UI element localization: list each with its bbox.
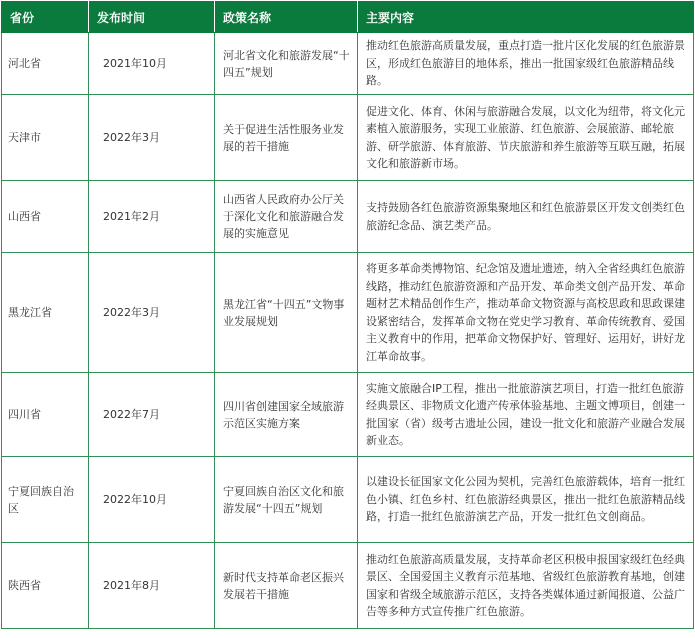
table-row — [2, 373, 694, 457]
cell-content: 支持鼓励各红色旅游资源集聚地区和红色旅游景区开发文创类红色旅游纪念品、演艺类产品。 — [358, 181, 694, 253]
header-province: 省份 — [2, 2, 89, 33]
cell-province: 宁夏回族自治区 — [2, 457, 89, 543]
cell-content: 推动红色旅游高质量发展，重点打造一批片区化发展的红色旅游景区，形成红色旅游目的地体系，推出一批国家级红色旅游精品线路。 — [358, 33, 694, 95]
cell-date: 2022年7月 — [89, 373, 215, 457]
policy-table — [1, 1, 694, 629]
header-policy: 政策名称 — [215, 2, 358, 33]
table-row — [2, 457, 694, 543]
cell-content: 以建设长征国家文化公园为契机，完善红色旅游载体，培育一批红色小镇、红色乡村、红色旅游经典景区，推出一批红色旅游精品线路，打造一批红色旅游演艺产品，开发一批红色文创商品。 — [358, 457, 694, 543]
cell-content: 促进文化、体育、休闲与旅游融合发展，以文化为纽带，将文化元素植入旅游服务，实现工业旅游、红色旅游、会展旅游、邮轮旅游、研学旅游、体育旅游、节庆旅游和养生旅游等互联互融，拓展文化和旅游新市场。 — [358, 95, 694, 181]
cell-date: 2022年3月 — [89, 253, 215, 373]
cell-policy: 宁夏回族自治区文化和旅游发展“十四五”规划 — [215, 457, 358, 543]
cell-province: 黑龙江省 — [2, 253, 89, 373]
cell-date: 2022年3月 — [89, 95, 215, 181]
cell-content: 推动红色旅游高质量发展，支持革命老区积极申报国家级红色经典景区、全国爱国主义教育示范基地、省级红色旅游教育基地，创建国家和省级全域旅游示范区，支持各类媒体通过新闻报道、公益广告等多种方式宣传推广红色旅游。 — [358, 543, 694, 629]
cell-date: 2021年10月 — [89, 33, 215, 95]
header-date: 发布时间 — [89, 2, 215, 33]
cell-date: 2021年2月 — [89, 181, 215, 253]
cell-province: 四川省 — [2, 373, 89, 457]
header-content: 主要内容 — [358, 2, 694, 33]
cell-policy: 四川省创建国家全域旅游示范区实施方案 — [215, 373, 358, 457]
cell-policy: 山西省人民政府办公厅关于深化文化和旅游融合发展的实施意见 — [215, 181, 358, 253]
table-row — [2, 33, 694, 95]
cell-province: 天津市 — [2, 95, 89, 181]
table-row — [2, 543, 694, 629]
cell-date: 2021年8月 — [89, 543, 215, 629]
table-row — [2, 253, 694, 373]
cell-province: 河北省 — [2, 33, 89, 95]
table-header-row — [2, 2, 694, 33]
cell-policy: 黑龙江省“十四五”文物事业发展规划 — [215, 253, 358, 373]
policy-table-container — [1, 1, 693, 629]
cell-province: 山西省 — [2, 181, 89, 253]
cell-content: 实施文旅融合IP工程，推出一批旅游演艺项目，打造一批红色旅游经典景区、非物质文化遗产传承体验基地、主题文博项目，创建一批国家（省）级考古遗址公园，建设一批文化和旅游产业融合发展新业态。 — [358, 373, 694, 457]
cell-policy: 关于促进生活性服务业发展的若干措施 — [215, 95, 358, 181]
cell-policy: 河北省文化和旅游发展“十四五”规划 — [215, 33, 358, 95]
cell-province: 陕西省 — [2, 543, 89, 629]
cell-policy: 新时代支持革命老区振兴发展若干措施 — [215, 543, 358, 629]
cell-date: 2022年10月 — [89, 457, 215, 543]
cell-content: 将更多革命类博物馆、纪念馆及遗址遗迹，纳入全省经典红色旅游线路，推动红色旅游资源和产品开发、革命类文创产品开发、革命题材艺术精品创作生产，推动革命文物资源与高校思政和思政课建设紧密结合，发挥革命文物在党史学习教育、革命传统教育、爱国主义教育中的作用，把革命文物保护好、管理好、运用好，讲好龙江革命故事。 — [358, 253, 694, 373]
table-row — [2, 95, 694, 181]
table-row — [2, 181, 694, 253]
